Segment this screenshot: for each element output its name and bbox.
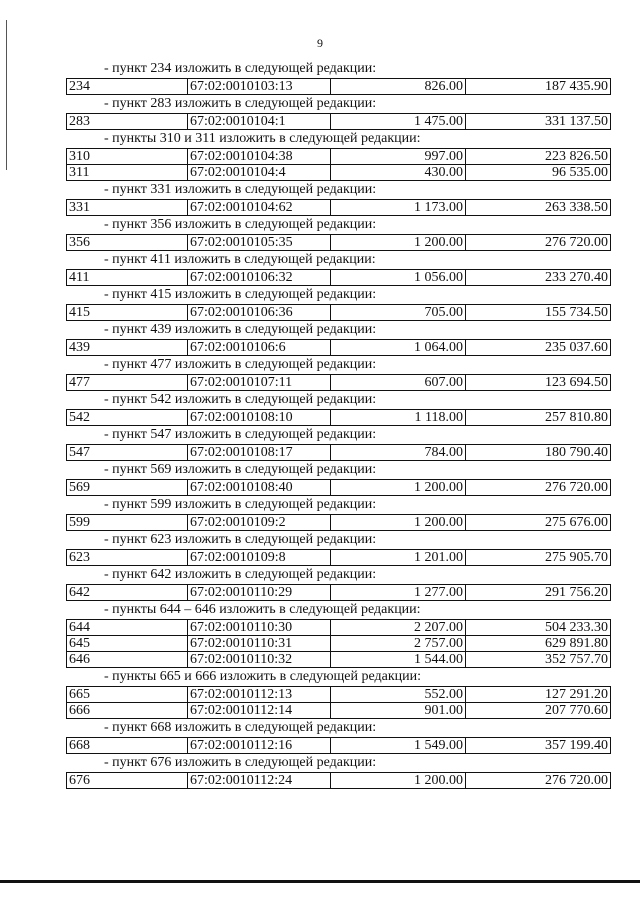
table-row — [67, 773, 611, 789]
amendment-table — [66, 113, 611, 130]
cost-value: 276 720.00 — [466, 235, 611, 251]
amendment-instruction: - пункт 569 изложить в следующей редакции: — [104, 462, 377, 477]
amendment-table — [66, 304, 611, 321]
item-number: 439 — [67, 340, 188, 356]
table-row — [67, 149, 611, 165]
amendment-table — [66, 737, 611, 754]
item-number: 642 — [67, 585, 188, 601]
amendment-table — [66, 584, 611, 601]
amendment-instruction: - пункт 283 изложить в следующей редакции: — [104, 96, 377, 111]
item-number: 310 — [67, 149, 188, 165]
table-row — [67, 410, 611, 426]
table-row — [67, 305, 611, 321]
cost-value: 233 270.40 — [466, 270, 611, 286]
cadastral-number: 67:02:0010109:8 — [188, 550, 331, 566]
area-value: 784.00 — [331, 445, 466, 461]
cost-value: 123 694.50 — [466, 375, 611, 391]
cost-value: 187 435.90 — [466, 79, 611, 95]
amendment-instruction: - пункт 415 изложить в следующей редакции: — [104, 287, 377, 302]
table-row — [67, 235, 611, 251]
amendment-instruction: - пункт 599 изложить в следующей редакции: — [104, 497, 377, 512]
amendment-instruction: - пункт 439 изложить в следующей редакции: — [104, 322, 377, 337]
amendment-instruction: - пункты 665 и 666 изложить в следующей редакции: — [104, 669, 422, 684]
cost-value: 331 137.50 — [466, 114, 611, 130]
table-row — [67, 445, 611, 461]
cost-value: 263 338.50 — [466, 200, 611, 216]
amendment-table — [66, 479, 611, 496]
amendment-instruction: - пункт 668 изложить в следующей редакции: — [104, 720, 377, 735]
table-row — [67, 620, 611, 636]
amendment-table — [66, 514, 611, 531]
area-value: 1 200.00 — [331, 235, 466, 251]
amendment-table — [66, 148, 611, 181]
cadastral-number: 67:02:0010109:2 — [188, 515, 331, 531]
cost-value: 276 720.00 — [466, 480, 611, 496]
table-row — [67, 636, 611, 652]
table-row — [67, 585, 611, 601]
cadastral-number: 67:02:0010112:24 — [188, 773, 331, 789]
item-number: 623 — [67, 550, 188, 566]
item-number: 599 — [67, 515, 188, 531]
amendment-instruction: - пункт 547 изложить в следующей редакции: — [104, 427, 377, 442]
amendment-table — [66, 269, 611, 286]
cadastral-number: 67:02:0010104:4 — [188, 165, 331, 181]
area-value: 705.00 — [331, 305, 466, 321]
area-value: 1 200.00 — [331, 480, 466, 496]
table-row — [67, 114, 611, 130]
table-row — [67, 165, 611, 181]
cadastral-number: 67:02:0010110:30 — [188, 620, 331, 636]
table-row — [67, 79, 611, 95]
cost-value: 352 757.70 — [466, 652, 611, 668]
cost-value: 155 734.50 — [466, 305, 611, 321]
table-row — [67, 270, 611, 286]
area-value: 1 200.00 — [331, 515, 466, 531]
cadastral-number: 67:02:0010110:29 — [188, 585, 331, 601]
cost-value: 275 676.00 — [466, 515, 611, 531]
item-number: 645 — [67, 636, 188, 652]
item-number: 411 — [67, 270, 188, 286]
amendment-instruction: - пункты 644 – 646 изложить в следующей редакции: — [104, 602, 421, 617]
area-value: 1 475.00 — [331, 114, 466, 130]
item-number: 311 — [67, 165, 188, 181]
table-row — [67, 703, 611, 719]
area-value: 997.00 — [331, 149, 466, 165]
area-value: 1 200.00 — [331, 773, 466, 789]
area-value: 2 207.00 — [331, 620, 466, 636]
cadastral-number: 67:02:0010106:36 — [188, 305, 331, 321]
amendment-table — [66, 78, 611, 95]
item-number: 676 — [67, 773, 188, 789]
amendment-table — [66, 772, 611, 789]
cadastral-number: 67:02:0010112:14 — [188, 703, 331, 719]
area-value: 1 201.00 — [331, 550, 466, 566]
item-number: 668 — [67, 738, 188, 754]
amendment-instruction: - пункт 331 изложить в следующей редакции: — [104, 182, 377, 197]
table-row — [67, 652, 611, 668]
amendment-table — [66, 444, 611, 461]
amendment-table — [66, 549, 611, 566]
area-value: 1 118.00 — [331, 410, 466, 426]
cost-value: 96 535.00 — [466, 165, 611, 181]
amendment-instruction: - пункт 542 изложить в следующей редакции: — [104, 392, 377, 407]
cadastral-number: 67:02:0010105:35 — [188, 235, 331, 251]
table-row — [67, 200, 611, 216]
cost-value: 357 199.40 — [466, 738, 611, 754]
amendments-list — [66, 60, 608, 789]
item-number: 665 — [67, 687, 188, 703]
cadastral-number: 67:02:0010112:16 — [188, 738, 331, 754]
cadastral-number: 67:02:0010108:17 — [188, 445, 331, 461]
table-row — [67, 515, 611, 531]
amendment-table — [66, 339, 611, 356]
cost-value: 291 756.20 — [466, 585, 611, 601]
item-number: 234 — [67, 79, 188, 95]
cadastral-number: 67:02:0010110:31 — [188, 636, 331, 652]
cadastral-number: 67:02:0010103:13 — [188, 79, 331, 95]
amendment-instruction: - пункт 676 изложить в следующей редакции: — [104, 755, 377, 770]
cadastral-number: 67:02:0010108:40 — [188, 480, 331, 496]
cost-value: 180 790.40 — [466, 445, 611, 461]
area-value: 430.00 — [331, 165, 466, 181]
item-number: 415 — [67, 305, 188, 321]
amendment-instruction: - пункт 623 изложить в следующей редакции: — [104, 532, 377, 547]
amendment-instruction: - пункт 477 изложить в следующей редакции: — [104, 357, 377, 372]
cost-value: 257 810.80 — [466, 410, 611, 426]
table-row — [67, 550, 611, 566]
amendment-instruction: - пункт 356 изложить в следующей редакции: — [104, 217, 377, 232]
table-row — [67, 738, 611, 754]
amendment-instruction: - пункты 310 и 311 изложить в следующей редакции: — [104, 131, 421, 146]
cost-value: 629 891.80 — [466, 636, 611, 652]
cadastral-number: 67:02:0010104:1 — [188, 114, 331, 130]
cadastral-number: 67:02:0010104:38 — [188, 149, 331, 165]
item-number: 331 — [67, 200, 188, 216]
cadastral-number: 67:02:0010112:13 — [188, 687, 331, 703]
cadastral-number: 67:02:0010104:62 — [188, 200, 331, 216]
item-number: 356 — [67, 235, 188, 251]
cadastral-number: 67:02:0010106:32 — [188, 270, 331, 286]
table-row — [67, 480, 611, 496]
cost-value: 235 037.60 — [466, 340, 611, 356]
table-row — [67, 375, 611, 391]
area-value: 826.00 — [331, 79, 466, 95]
area-value: 607.00 — [331, 375, 466, 391]
item-number: 547 — [67, 445, 188, 461]
area-value: 1 549.00 — [331, 738, 466, 754]
amendment-table — [66, 686, 611, 719]
cost-value: 223 826.50 — [466, 149, 611, 165]
area-value: 1 056.00 — [331, 270, 466, 286]
cadastral-number: 67:02:0010108:10 — [188, 410, 331, 426]
item-number: 569 — [67, 480, 188, 496]
amendment-instruction: - пункт 642 изложить в следующей редакции: — [104, 567, 377, 582]
cadastral-number: 67:02:0010110:32 — [188, 652, 331, 668]
item-number: 644 — [67, 620, 188, 636]
cost-value: 127 291.20 — [466, 687, 611, 703]
cost-value: 276 720.00 — [466, 773, 611, 789]
area-value: 552.00 — [331, 687, 466, 703]
cadastral-number: 67:02:0010106:6 — [188, 340, 331, 356]
area-value: 901.00 — [331, 703, 466, 719]
area-value: 1 277.00 — [331, 585, 466, 601]
amendment-instruction: - пункт 411 изложить в следующей редакции: — [104, 252, 376, 267]
page-number: 9 — [317, 36, 323, 50]
amendment-table — [66, 374, 611, 391]
cost-value: 207 770.60 — [466, 703, 611, 719]
item-number: 283 — [67, 114, 188, 130]
table-row — [67, 687, 611, 703]
cost-value: 275 905.70 — [466, 550, 611, 566]
item-number: 646 — [67, 652, 188, 668]
table-row — [67, 340, 611, 356]
cadastral-number: 67:02:0010107:11 — [188, 375, 331, 391]
area-value: 2 757.00 — [331, 636, 466, 652]
item-number: 477 — [67, 375, 188, 391]
item-number: 666 — [67, 703, 188, 719]
amendment-table — [66, 409, 611, 426]
area-value: 1 544.00 — [331, 652, 466, 668]
area-value: 1 064.00 — [331, 340, 466, 356]
item-number: 542 — [67, 410, 188, 426]
amendment-table — [66, 619, 611, 668]
amendment-table — [66, 234, 611, 251]
area-value: 1 173.00 — [331, 200, 466, 216]
cost-value: 504 233.30 — [466, 620, 611, 636]
footer-divider — [0, 880, 640, 883]
amendment-instruction: - пункт 234 изложить в следующей редакции: — [104, 61, 377, 76]
amendment-table — [66, 199, 611, 216]
